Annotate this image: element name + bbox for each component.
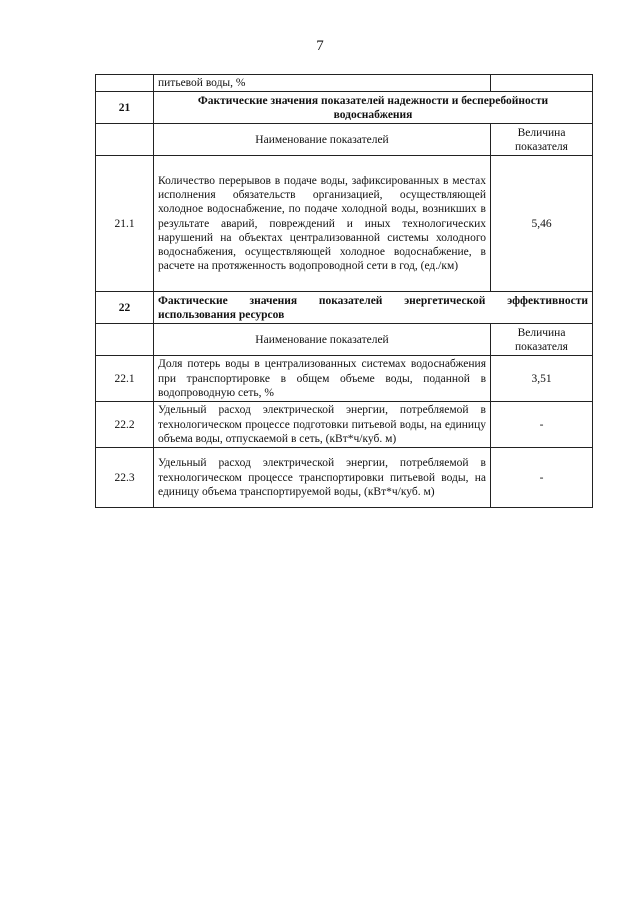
- row-value-cell: [491, 75, 593, 92]
- section-number: 22: [96, 292, 154, 324]
- column-header-name: Наименование показателей: [154, 324, 491, 356]
- row-description: Удельный расход электрической энергии, потребляемой в технологическом процессе транспортировки питьевой воды, на единицу объема транспортируемой воды, (кВт*ч/куб. м): [154, 448, 491, 508]
- header-number-cell: [96, 324, 154, 356]
- row-value: -: [491, 402, 593, 448]
- table-row: [96, 356, 593, 402]
- row-description: Доля потерь воды в централизованных системах водоснабжения при транспортировке в общем объеме воды, поданной в водопроводную сеть, %: [154, 356, 491, 402]
- section-heading-row: [96, 92, 593, 124]
- section-number: 21: [96, 92, 154, 124]
- row-number: 22.2: [96, 402, 154, 448]
- section-title: Фактические значения показателей энергетической эффективности использования ресурсов: [154, 292, 593, 324]
- column-header-name: Наименование показателей: [154, 124, 491, 156]
- row-value: 3,51: [491, 356, 593, 402]
- section-heading-row: [96, 292, 593, 324]
- column-header-row: [96, 124, 593, 156]
- column-header-row: [96, 324, 593, 356]
- table-row: [96, 448, 593, 508]
- table-row: [96, 156, 593, 292]
- row-number: 22.1: [96, 356, 154, 402]
- row-number-cell: [96, 75, 154, 92]
- column-header-value: Величина показателя: [491, 124, 593, 156]
- row-value: -: [491, 448, 593, 508]
- row-description: питьевой воды, %: [154, 75, 491, 92]
- row-description: Удельный расход электрической энергии, потребляемой в технологическом процессе подготовки питьевой воды, на единицу объема воды, отпускаемой в сеть, (кВт*ч/куб. м): [154, 402, 491, 448]
- row-value: 5,46: [491, 156, 593, 292]
- table-row: [96, 402, 593, 448]
- row-description: Количество перерывов в подаче воды, зафиксированных в местах исполнения обязательств организацией, осуществляющей холодное водоснабжение, по подаче холодной воды, возникших в результате аварий, повреждений и иных технологических нарушений на объектах централизованной системы холодного водоснабжения, осуществляющей холодное водоснабжение, в расчете на протяженность водопроводной сети в год, (ед./км): [154, 156, 491, 292]
- indicators-table: [95, 74, 593, 508]
- row-number: 22.3: [96, 448, 154, 508]
- row-number: 21.1: [96, 156, 154, 292]
- header-number-cell: [96, 124, 154, 156]
- column-header-value: Величина показателя: [491, 324, 593, 356]
- page-number: 7: [316, 38, 324, 54]
- table-row-continuation: [96, 75, 593, 92]
- section-title: Фактические значения показателей надежности и бесперебойности водоснабжения: [154, 92, 593, 124]
